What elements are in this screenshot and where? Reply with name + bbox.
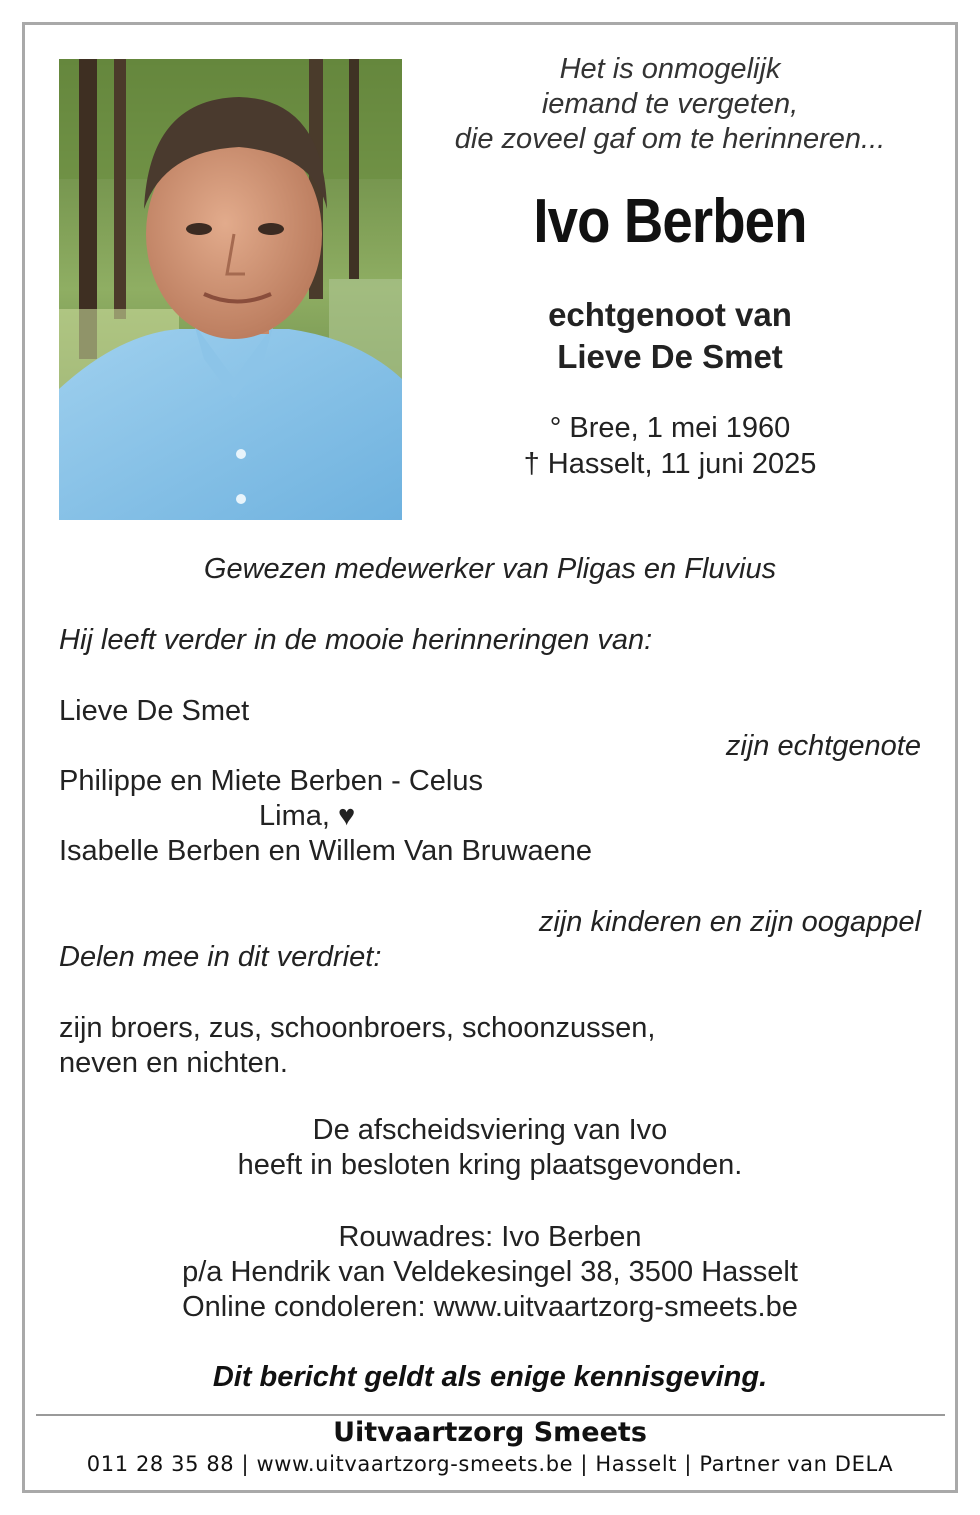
quote-line: die zoveel gaf om te herinneren... bbox=[454, 123, 886, 155]
family-child-2: Isabelle Berben en Willem Van Bruwaene bbox=[59, 835, 593, 867]
notice-text: Dit bericht geldt als enige kennisgeving. bbox=[212, 1361, 768, 1393]
spouse-line: echtgenoot van bbox=[548, 296, 792, 333]
address-line: Rouwadres: Ivo Berben bbox=[338, 1221, 642, 1253]
death-date: † Hasselt, 11 juni 2025 bbox=[523, 448, 817, 480]
family-spouse-name: Lieve De Smet bbox=[59, 695, 250, 727]
family-children-relation: zijn kinderen en zijn oogappel bbox=[538, 906, 921, 938]
address-line: p/a Hendrik van Veldekesingel 38, 3500 Hasselt bbox=[182, 1256, 798, 1288]
funeral-home-info: 011 28 35 88 | www.uitvaartzorg-smeets.be | Hasselt | Partner van DELA bbox=[86, 1452, 894, 1476]
family-child-1: Philippe en Miete Berben - Celus bbox=[59, 765, 483, 797]
relatives-line: zijn broers, zus, schoonbroers, schoonzussen, bbox=[59, 1012, 656, 1044]
remembered-intro: Hij leeft verder in de mooie herinneringen van: bbox=[59, 624, 653, 656]
funeral-home-name: Uitvaartzorg Smeets bbox=[333, 1417, 647, 1448]
life-dates bbox=[420, 410, 920, 482]
birth-date: ° Bree, 1 mei 1960 bbox=[549, 412, 791, 444]
spouse-block bbox=[420, 294, 920, 378]
deceased-name: Ivo Berben bbox=[533, 187, 807, 256]
spouse-line: Lieve De Smet bbox=[557, 338, 783, 375]
relatives-line: neven en nichten. bbox=[59, 1047, 288, 1079]
family-spouse-relation: zijn echtgenote bbox=[725, 730, 921, 762]
former-job: Gewezen medewerker van Pligas en Fluvius bbox=[203, 553, 777, 585]
portrait-photo bbox=[59, 59, 402, 520]
quote-line: Het is onmogelijk bbox=[559, 53, 781, 85]
family-grandchild: Lima, ♥ bbox=[259, 800, 356, 832]
ceremony-line: De afscheidsviering van Ivo bbox=[312, 1114, 668, 1146]
quote-line: iemand te vergeten, bbox=[541, 88, 799, 120]
memorial-quote bbox=[420, 52, 920, 157]
ceremony-line: heeft in besloten kring plaatsgevonden. bbox=[237, 1149, 743, 1181]
share-intro: Delen mee in dit verdriet: bbox=[59, 941, 382, 973]
condolence-link[interactable]: Online condoleren: www.uitvaartzorg-smeets.be bbox=[182, 1291, 798, 1323]
